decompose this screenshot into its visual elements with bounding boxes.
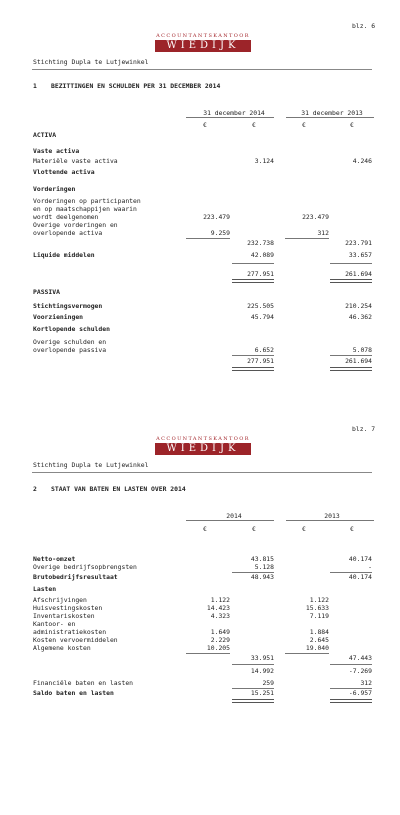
row-label: en op maatschappijen waarin bbox=[33, 205, 137, 213]
total-rule bbox=[232, 263, 274, 264]
value-2014: 10.205 bbox=[206, 644, 230, 652]
double-rule bbox=[232, 367, 274, 371]
value-2013: 223.479 bbox=[302, 213, 329, 221]
row-label: Stichtingsvermogen bbox=[33, 302, 103, 310]
value-2013: 312 bbox=[317, 229, 329, 237]
row-label: Huisvestingskosten bbox=[33, 604, 103, 612]
currency-symbol: € bbox=[350, 121, 354, 129]
row-label: Saldo baten en lasten bbox=[33, 689, 114, 697]
value-2013: 210.254 bbox=[345, 302, 372, 310]
row-label: Vorderingen op participanten bbox=[33, 197, 141, 205]
heading-vlottende-activa: Vlottende activa bbox=[33, 168, 95, 176]
subtotal-rule bbox=[186, 238, 230, 239]
double-rule bbox=[330, 367, 372, 371]
value-2013: 33.657 bbox=[348, 251, 372, 259]
currency-symbol: € bbox=[203, 121, 207, 129]
value-2013: 19.040 bbox=[305, 644, 329, 652]
total-rule bbox=[330, 664, 372, 665]
value-2014: 4.323 bbox=[210, 612, 230, 620]
currency-symbol: € bbox=[350, 525, 354, 533]
value-2014: 9.259 bbox=[210, 229, 230, 237]
value-2013: 47.443 bbox=[348, 654, 372, 662]
entity-name: Stichting Dupla te Lutjewinkel bbox=[33, 461, 149, 469]
section-number: 2 bbox=[33, 485, 37, 493]
subtotal-rule bbox=[285, 238, 329, 239]
value-2014: 33.951 bbox=[250, 654, 274, 662]
column-header-2013: 2013 bbox=[324, 512, 340, 520]
value-2013: 261.694 bbox=[345, 357, 372, 365]
value-2013: 223.791 bbox=[345, 239, 372, 247]
value-2014: 232.738 bbox=[247, 239, 274, 247]
entity-name: Stichting Dupla te Lutjewinkel bbox=[33, 58, 149, 66]
value-2014: 15.251 bbox=[250, 689, 274, 697]
value-2014: 3.124 bbox=[254, 157, 274, 165]
value-2014: 6.652 bbox=[254, 346, 274, 354]
double-rule bbox=[232, 699, 274, 703]
column-rule-2014 bbox=[186, 520, 274, 521]
row-label: Brutobedrijfsresultaat bbox=[33, 573, 118, 581]
double-rule bbox=[330, 279, 372, 283]
value-2014: 43.815 bbox=[250, 555, 274, 563]
logo-name: WIEDIJK bbox=[155, 443, 251, 455]
row-label: Materiële vaste activa bbox=[33, 157, 118, 165]
total-rule bbox=[232, 355, 274, 356]
page-number: blz. 7 bbox=[352, 425, 376, 433]
section-title: STAAT VAN BATEN EN LASTEN OVER 2014 bbox=[51, 485, 186, 493]
page-blz-6 bbox=[0, 0, 400, 400]
value-2014: 48.943 bbox=[250, 573, 274, 581]
total-rule bbox=[330, 263, 372, 264]
row-label: Voorzieningen bbox=[33, 313, 84, 321]
firm-logo bbox=[148, 33, 258, 52]
value-2014: 1.649 bbox=[210, 628, 230, 636]
value-2014: 277.951 bbox=[247, 270, 274, 278]
value-2013: 15.633 bbox=[305, 604, 329, 612]
row-label: Inventariskosten bbox=[33, 612, 95, 620]
column-rule-2014 bbox=[186, 117, 274, 118]
heading-activa: ACTIVA bbox=[33, 131, 57, 139]
value-2013: 46.362 bbox=[348, 313, 372, 321]
column-rule-2013 bbox=[286, 117, 374, 118]
value-2013: 261.694 bbox=[345, 270, 372, 278]
column-header-2014: 31 december 2014 bbox=[203, 109, 265, 117]
row-label: Netto-omzet bbox=[33, 555, 76, 563]
row-label: overlopende activa bbox=[33, 229, 103, 237]
subtotal-rule bbox=[285, 653, 329, 654]
page-number: blz. 6 bbox=[352, 22, 376, 30]
heading-vaste-activa: Vaste activa bbox=[33, 147, 80, 155]
logo-subtitle: ACCOUNTANTSKANTOOR bbox=[156, 33, 250, 39]
currency-symbol: € bbox=[302, 525, 306, 533]
logo-name: WIEDIJK bbox=[155, 40, 251, 52]
row-label: Overige bedrijfsopbrengsten bbox=[33, 563, 137, 571]
currency-symbol: € bbox=[203, 525, 207, 533]
currency-symbol: € bbox=[252, 121, 256, 129]
row-label: Algemene kosten bbox=[33, 644, 91, 652]
value-2013: 1.122 bbox=[309, 596, 329, 604]
value-2013: -6.957 bbox=[348, 689, 372, 697]
heading-vorderingen: Vorderingen bbox=[33, 185, 76, 193]
value-2013: 40.174 bbox=[348, 573, 372, 581]
value-2014: 14.423 bbox=[206, 604, 230, 612]
value-2014: 42.089 bbox=[250, 251, 274, 259]
firm-logo bbox=[148, 436, 258, 455]
row-label: Overige vorderingen en bbox=[33, 221, 118, 229]
double-rule bbox=[232, 279, 274, 283]
row-label: wordt deelgenomen bbox=[33, 213, 99, 221]
value-2014: 225.505 bbox=[247, 302, 274, 310]
row-label: Overige schulden en bbox=[33, 338, 107, 346]
value-2013: -7.269 bbox=[348, 667, 372, 675]
value-2014: 2.229 bbox=[210, 636, 230, 644]
heading-kortlopende-schulden: Kortlopende schulden bbox=[33, 325, 110, 333]
column-header-2014: 2014 bbox=[226, 512, 242, 520]
heading-lasten: Lasten bbox=[33, 585, 57, 593]
row-label: administratiekosten bbox=[33, 628, 107, 636]
logo-subtitle: ACCOUNTANTSKANTOOR bbox=[156, 436, 250, 442]
total-rule bbox=[232, 664, 274, 665]
value-2013: 2.645 bbox=[309, 636, 329, 644]
value-2014: 1.122 bbox=[210, 596, 230, 604]
row-label: Liquide middelen bbox=[33, 251, 95, 259]
value-2014: 45.794 bbox=[250, 313, 274, 321]
currency-symbol: € bbox=[252, 525, 256, 533]
row-label: Financiële baten en lasten bbox=[33, 679, 134, 687]
heading-passiva: PASSIVA bbox=[33, 288, 60, 296]
value-2014: 14.992 bbox=[250, 667, 274, 675]
value-2014: 277.951 bbox=[247, 357, 274, 365]
double-rule bbox=[330, 699, 372, 703]
value-2013: 40.174 bbox=[348, 555, 372, 563]
value-2014: 259 bbox=[262, 679, 274, 687]
section-title: BEZITTINGEN EN SCHULDEN PER 31 DECEMBER 2014 bbox=[51, 82, 221, 90]
section-number: 1 bbox=[33, 82, 37, 90]
row-label: overlopende passiva bbox=[33, 346, 107, 354]
value-2013: 7.119 bbox=[309, 612, 329, 620]
row-label: Afschrijvingen bbox=[33, 596, 87, 604]
total-rule bbox=[330, 355, 372, 356]
column-rule-2013 bbox=[286, 520, 374, 521]
value-2013: 5.078 bbox=[352, 346, 372, 354]
value-2013: 312 bbox=[360, 679, 372, 687]
header-rule bbox=[32, 472, 372, 473]
page-blz-7 bbox=[0, 415, 400, 815]
row-label: Kosten vervoermiddelen bbox=[33, 636, 118, 644]
header-rule bbox=[32, 69, 372, 70]
subtotal-rule bbox=[186, 653, 230, 654]
value-2014: 5.128 bbox=[254, 563, 274, 571]
currency-symbol: € bbox=[302, 121, 306, 129]
row-label: Kantoor- en bbox=[33, 620, 76, 628]
value-2013: 1.884 bbox=[309, 628, 329, 636]
value-2014: 223.479 bbox=[203, 213, 230, 221]
value-2013: 4.246 bbox=[352, 157, 372, 165]
column-header-2013: 31 december 2013 bbox=[301, 109, 363, 117]
value-2013: - bbox=[368, 563, 372, 571]
